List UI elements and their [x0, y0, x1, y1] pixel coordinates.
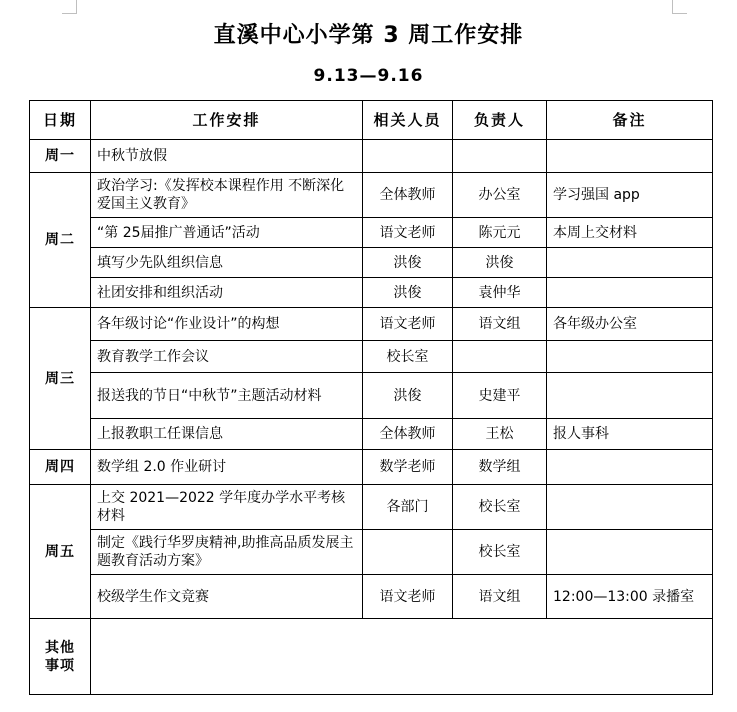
header-note: 备注 [547, 101, 713, 140]
note-cell [547, 341, 713, 373]
table-row [30, 530, 713, 575]
day-label: 周一 [30, 140, 91, 173]
header-task: 工作安排 [91, 101, 363, 140]
people-cell [363, 530, 453, 575]
note-cell [547, 530, 713, 575]
table-row [30, 450, 713, 485]
page-title: 直溪中心小学第 3 周工作安排 [213, 23, 524, 48]
people-cell: 各部门 [363, 485, 453, 530]
note-cell [547, 485, 713, 530]
note-cell: 报人事科 [547, 419, 713, 450]
table-row [30, 173, 713, 218]
task-cell: 报送我的节日“中秋节”主题活动材料 [91, 373, 363, 419]
lead-cell: 办公室 [453, 173, 547, 218]
table-row [30, 575, 713, 619]
table-row [30, 485, 713, 530]
day-label: 周三 [30, 308, 91, 450]
task-cell: 各年级讨论“作业设计”的构想 [91, 308, 363, 341]
task-cell: 社团安排和组织活动 [91, 278, 363, 308]
table-row [30, 218, 713, 248]
lead-cell: 陈元元 [453, 218, 547, 248]
lead-cell: 王松 [453, 419, 547, 450]
schedule-table [29, 100, 713, 695]
note-cell: 本周上交材料 [547, 218, 713, 248]
table-row [30, 248, 713, 278]
other-content [91, 619, 713, 695]
task-cell: 上交 2021—2022 学年度办学水平考核材料 [91, 485, 363, 530]
note-cell [547, 450, 713, 485]
people-cell: 语文老师 [363, 575, 453, 619]
header-row [30, 101, 713, 140]
task-cell: 填写少先队组织信息 [91, 248, 363, 278]
table-row [30, 341, 713, 373]
crop-mark-left [62, 0, 77, 14]
task-cell: 数学组 2.0 作业研讨 [91, 450, 363, 485]
lead-cell: 语文组 [453, 308, 547, 341]
people-cell: 全体教师 [363, 419, 453, 450]
lead-cell: 洪俊 [453, 248, 547, 278]
note-cell [547, 140, 713, 173]
note-cell: 12:00—13:00 录播室 [547, 575, 713, 619]
task-cell: 教育教学工作会议 [91, 341, 363, 373]
crop-mark-right [672, 0, 687, 14]
day-label: 周四 [30, 450, 91, 485]
people-cell: 语文老师 [363, 308, 453, 341]
lead-cell [453, 140, 547, 173]
people-cell: 洪俊 [363, 278, 453, 308]
task-cell: 校级学生作文竞赛 [91, 575, 363, 619]
note-cell [547, 373, 713, 419]
people-cell: 洪俊 [363, 248, 453, 278]
table-row [30, 308, 713, 341]
task-cell: 制定《践行华罗庚精神,助推高品质发展主题教育活动方案》 [91, 530, 363, 575]
people-cell: 语文老师 [363, 218, 453, 248]
day-label: 周五 [30, 485, 91, 619]
other-label-line2: 事项 [45, 657, 75, 674]
lead-cell: 数学组 [453, 450, 547, 485]
task-cell: 上报教职工任课信息 [91, 419, 363, 450]
people-cell: 数学老师 [363, 450, 453, 485]
note-cell [547, 278, 713, 308]
table-row [30, 140, 713, 173]
date-range: 9.13—9.16 [313, 66, 424, 86]
people-cell: 洪俊 [363, 373, 453, 419]
people-cell [363, 140, 453, 173]
lead-cell: 史建平 [453, 373, 547, 419]
table-row [30, 373, 713, 419]
other-label [30, 619, 91, 695]
task-cell: “第 25届推广普通话”活动 [91, 218, 363, 248]
table-row [30, 278, 713, 308]
header-lead: 负责人 [453, 101, 547, 140]
task-cell: 中秋节放假 [91, 140, 363, 173]
task-cell: 政治学习:《发挥校本课程作用 不断深化爱国主义教育》 [91, 173, 363, 218]
people-cell: 全体教师 [363, 173, 453, 218]
lead-cell [453, 341, 547, 373]
lead-cell: 袁仲华 [453, 278, 547, 308]
lead-cell: 语文组 [453, 575, 547, 619]
lead-cell: 校长室 [453, 485, 547, 530]
header-people: 相关人员 [363, 101, 453, 140]
note-cell: 各年级办公室 [547, 308, 713, 341]
other-label-line1: 其他 [45, 639, 75, 656]
lead-cell: 校长室 [453, 530, 547, 575]
people-cell: 校长室 [363, 341, 453, 373]
note-cell: 学习强国 app [547, 173, 713, 218]
header-date: 日期 [30, 101, 91, 140]
other-row [30, 619, 713, 695]
day-label: 周二 [30, 173, 91, 308]
table-row [30, 419, 713, 450]
note-cell [547, 248, 713, 278]
